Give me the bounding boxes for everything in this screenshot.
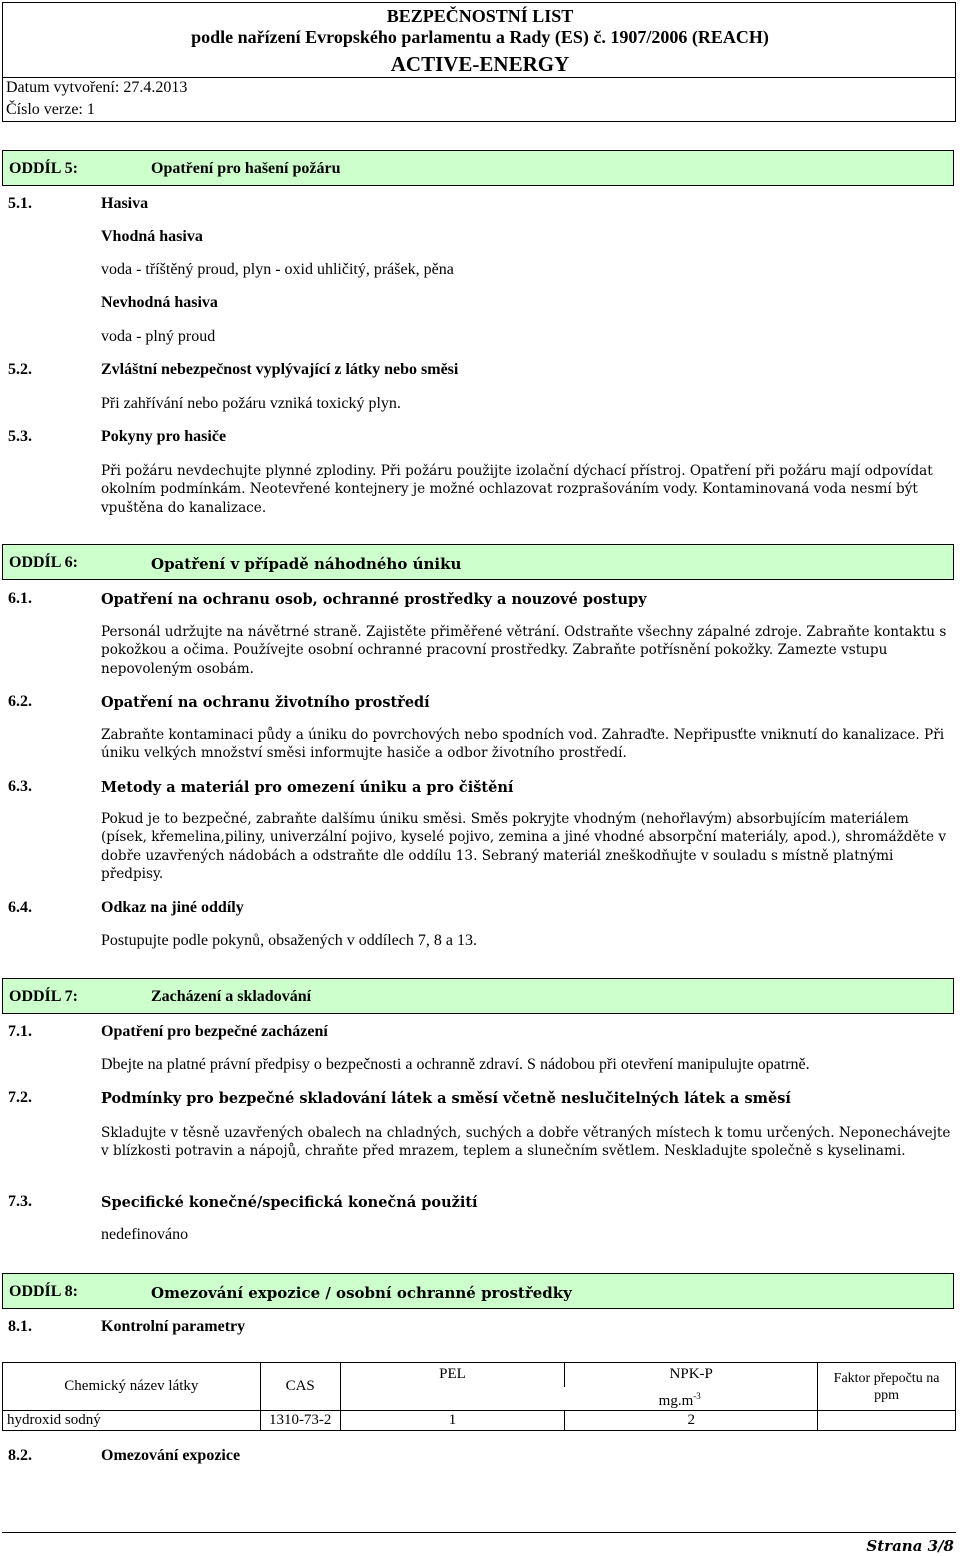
subsection-7-2-number: 7.2. [8, 1089, 32, 1106]
subsection-6-1-text: Personál udržujte na návětrné straně. Zajistěte přiměřené větrání. Odstraňte všechny zápalné zdroje. Zabraňte kontaktu s pokožkou a očima. Používejte osobní ochranné pracovní prostředky. Zabraňte potřísnění pokožky. Zamezte vstupu nepovoleným osobám. [101, 624, 947, 677]
subsection-6-4-title: Odkaz na jiné oddíly [101, 899, 244, 916]
subsection-6-4-text: Postupujte podle pokynů, obsažených v oddílech 7, 8 a 13. [101, 932, 477, 949]
section-7-title: Zacházení a skladování [151, 988, 312, 1005]
control-parameters-table [2, 1362, 956, 1431]
unsuitable-media-label: Nevhodná hasiva [101, 294, 218, 311]
section-8-title: Omezování expozice / osobní ochranné prostředky [151, 1284, 572, 1302]
header-conversion-factor: Faktor přepočtu na ppm [818, 1363, 956, 1411]
subsection-5-3-title: Pokyny pro hasiče [101, 428, 227, 445]
subsection-7-1-number: 7.1. [8, 1023, 32, 1040]
creation-date: Datum vytvoření: 27.4.2013 [6, 79, 188, 96]
version-number: Číslo verze: 1 [6, 101, 95, 118]
section-5-title: Opatření pro hašení požáru [151, 160, 341, 177]
subsection-8-2-title: Omezování expozice [101, 1447, 241, 1464]
subsection-5-2-number: 5.2. [8, 361, 32, 378]
header-unit: $mg.m^{-3}$ [658, 1390, 701, 1409]
subsection-6-1-title: Opatření na ochranu osob, ochranné prostředky a nouzové postupy [101, 591, 647, 608]
cell-cas: 1310-73-2 [260, 1411, 340, 1431]
header-pel: PEL [340, 1363, 565, 1387]
document-subtitle: podle nařízení Evropského parlamentu a Rady (ES) č. 1907/2006 (REACH) [191, 27, 769, 47]
subsection-5-1-number: 5.1. [8, 195, 32, 212]
suitable-media-text: voda - tříštěný proud, plyn - oxid uhličitý, prášek, pěna [101, 261, 454, 278]
subsection-7-2-title: Podmínky pro bezpečné skladování látek a směsí včetně neslučitelných látek a směsí [101, 1090, 791, 1107]
section-8-number: ODDÍL 8: [9, 1283, 78, 1300]
subsection-7-1-title: Opatření pro bezpečné zacházení [101, 1023, 328, 1040]
document-title: BEZPEČNOSTNÍ LIST [386, 6, 574, 26]
section-7-number: ODDÍL 7: [9, 988, 78, 1005]
header-chemical-name: Chemický název látky [3, 1363, 261, 1411]
subsection-6-3-number: 6.3. [8, 778, 32, 795]
subsection-6-1-number: 6.1. [8, 590, 32, 607]
unsuitable-media-text: voda - plný proud [101, 328, 216, 345]
section-8-bar [2, 1273, 954, 1309]
table-row [3, 1411, 956, 1431]
section-6-title: Opatření v případě náhodného úniku [151, 555, 462, 573]
subsection-6-2-number: 6.2. [8, 693, 32, 710]
subsection-5-3-text: Při požáru nevdechujte plynné zplodiny. Při požáru použijte izolační dýchací přístroj. Opatření při požáru mají odpovídat okolním podmínkám. Neotevřené kontejnery je možné ochlazovat rozprašováním vody. Kontaminovaná voda nesmí být vpuštěna do kanalizace. [101, 463, 933, 516]
header-unit-cell [340, 1387, 817, 1411]
cell-chemical-name: hydroxid sodný [3, 1411, 261, 1431]
subsection-7-3-number: 7.3. [8, 1193, 32, 1210]
product-name: ACTIVE-ENERGY [390, 52, 570, 76]
subsection-5-3-number: 5.3. [8, 428, 32, 445]
header-npk-p: NPK-P [565, 1363, 818, 1387]
subsection-6-3-text: Pokud je to bezpečné, zabraňte dalšímu úniku směsi. Směs pokryjte vhodným (nehořlavým) absorbujícím materiálem (písek, křemelina,piliny, univerzální pojivo, kyselé pojivo, zemina a jiné vhodné absorpční materiály, apod.), shromážděte v dobře uzavřených nádobách a odstraňte dle oddílu 13. Sebraný materiál zneškodňujte v souladu s místně platnými předpisy. [101, 811, 947, 883]
cell-pel: 1 [340, 1411, 565, 1431]
subsection-8-1-title: Kontrolní parametry [101, 1318, 246, 1335]
subsection-7-3-title: Specifické konečné/specifická konečná použití [101, 1194, 478, 1211]
subsection-7-1-text: Dbejte na platné právní předpisy o bezpečnosti a ochranně zdraví. S nádobou při otevření manipulujte opatrně. [101, 1056, 810, 1073]
footer-divider [2, 1532, 956, 1533]
subsection-6-4-number: 6.4. [8, 899, 32, 916]
subsection-6-2-text: Zabraňte kontaminaci půdy a úniku do povrchových nebo spodních vod. Zahraďte. Nepřipusťte vniknutí do kanalizace. Při úniku velkých množství směsi informujte hasiče a odbor životního prostředí. [101, 727, 945, 762]
cell-npk-p: 2 [565, 1411, 818, 1431]
header-divider [2, 77, 956, 78]
subsection-5-1-title: Hasiva [101, 195, 149, 212]
section-6-number: ODDÍL 6: [9, 554, 78, 571]
page-number: Strana 3/8 [866, 1537, 954, 1555]
subsection-7-2-text: Skladujte v těsně uzavřených obalech na chladných, suchých a dobře větraných místech k tomu určených. Neponechávejte v blízkosti potravin a nápojů, chraňte před mrazem, teplem a slunečním světlem. Neskladujte společně s kyselinami. [101, 1125, 951, 1160]
section-7-bar [2, 978, 954, 1014]
subsection-8-1-number: 8.1. [8, 1318, 32, 1335]
cell-conversion-factor [818, 1411, 956, 1431]
suitable-media-label: Vhodná hasiva [101, 228, 203, 245]
subsection-5-2-text: Při zahřívání nebo požáru vzniká toxický plyn. [101, 395, 401, 412]
subsection-6-2-title: Opatření na ochranu životního prostředí [101, 694, 430, 711]
header-cas: CAS [260, 1363, 340, 1411]
subsection-8-2-number: 8.2. [8, 1447, 32, 1464]
section-5-number: ODDÍL 5: [9, 160, 78, 177]
section-5-bar [2, 150, 954, 186]
subsection-5-2-title: Zvláštní nebezpečnost vyplývající z látky nebo směsi [101, 361, 459, 378]
subsection-6-3-title: Metody a materiál pro omezení úniku a pro čištění [101, 779, 514, 796]
section-6-bar [2, 544, 954, 580]
subsection-7-3-text: nedefinováno [101, 1226, 189, 1243]
